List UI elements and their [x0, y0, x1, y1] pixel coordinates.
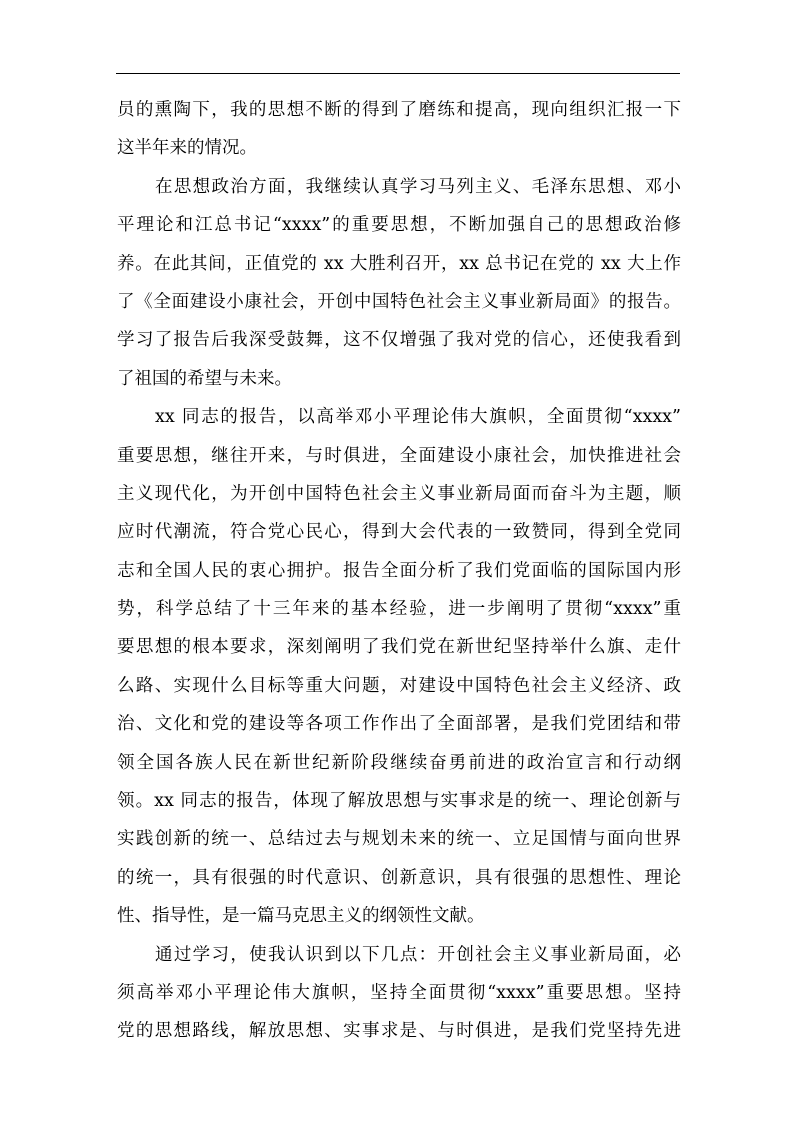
text-line: 在思想政治方面，我继续认真学习马列主义、毛泽东思想、邓小 [155, 176, 681, 197]
text-line: 员的熏陶下，我的思想不断的得到了磨练和提高，现向组织汇报一下 [117, 100, 681, 120]
text-line: 性、指导性，是一篇马克思主义的纲领性文献。 [117, 906, 485, 927]
text-line: 须高举邓小平理论伟大旗帜，坚持全面贯彻“xxxx”重要思想。坚持 [117, 982, 681, 1003]
text-line: 志和全国人民的衷心拥护。报告全面分析了我们党面临的国际国内形 [117, 560, 681, 581]
text-line: 领。xx 同志的报告，体现了解放思想与实事求是的统一、理论创新与 [117, 791, 681, 812]
text-line: 领全国各族人民在新世纪新阶段继续奋勇前进的政治宣言和行动纲 [117, 752, 681, 773]
text-line: 主义现代化，为开创中国特色社会主义事业新局面而奋斗为主题，顺 [117, 483, 681, 504]
text-line: 应时代潮流，符合党心民心，得到大会代表的一致赞同，得到全党同 [117, 522, 681, 543]
text-line: 治、文化和党的建设等各项工作作出了全面部署，是我们党团结和带 [117, 714, 681, 735]
text-line: 实践创新的统一、总结过去与规划未来的统一、立足国情与面向世界 [117, 829, 681, 850]
text-line: 重要思想，继往开来，与时俱进，全面建设小康社会，加快推进社会 [117, 445, 681, 466]
text-line: 平理论和江总书记“xxxx”的重要思想，不断加强自己的思想政治修 [117, 215, 681, 236]
text-line: 学习了报告后我深受鼓舞，这不仅增强了我对党的信心，还使我看到 [117, 330, 681, 351]
body-text [117, 91, 681, 1051]
text-line: 养。在此其间，正值党的 xx 大胜利召开，xx 总书记在党的 xx 大上作 [117, 253, 681, 274]
text-line: 势，科学总结了十三年来的基本经验，进一步阐明了贯彻“xxxx”重 [117, 599, 681, 620]
header-rule [116, 73, 680, 74]
text-line: 么路、实现什么目标等重大问题，对建设中国特色社会主义经济、政 [117, 675, 681, 696]
text-line: xx 同志的报告，以高举邓小平理论伟大旗帜，全面贯彻“xxxx” [155, 407, 681, 428]
text-line: 了祖国的希望与未来。 [117, 368, 292, 389]
text-line: 通过学习，使我认识到以下几点：开创社会主义事业新局面，必 [155, 944, 681, 965]
text-line: 了《全面建设小康社会，开创中国特色社会主义事业新局面》的报告。 [117, 291, 681, 312]
text-line: 要思想的根本要求，深刻阐明了我们党在新世纪坚持举什么旗、走什 [117, 637, 681, 658]
text-line: 的统一，具有很强的时代意识、创新意识，具有很强的思想性、理论 [117, 867, 681, 888]
text-line: 党的思想路线，解放思想、实事求是、与时俱进，是我们党坚持先进 [117, 1021, 681, 1042]
text-line: 这半年来的情况。 [117, 138, 257, 159]
